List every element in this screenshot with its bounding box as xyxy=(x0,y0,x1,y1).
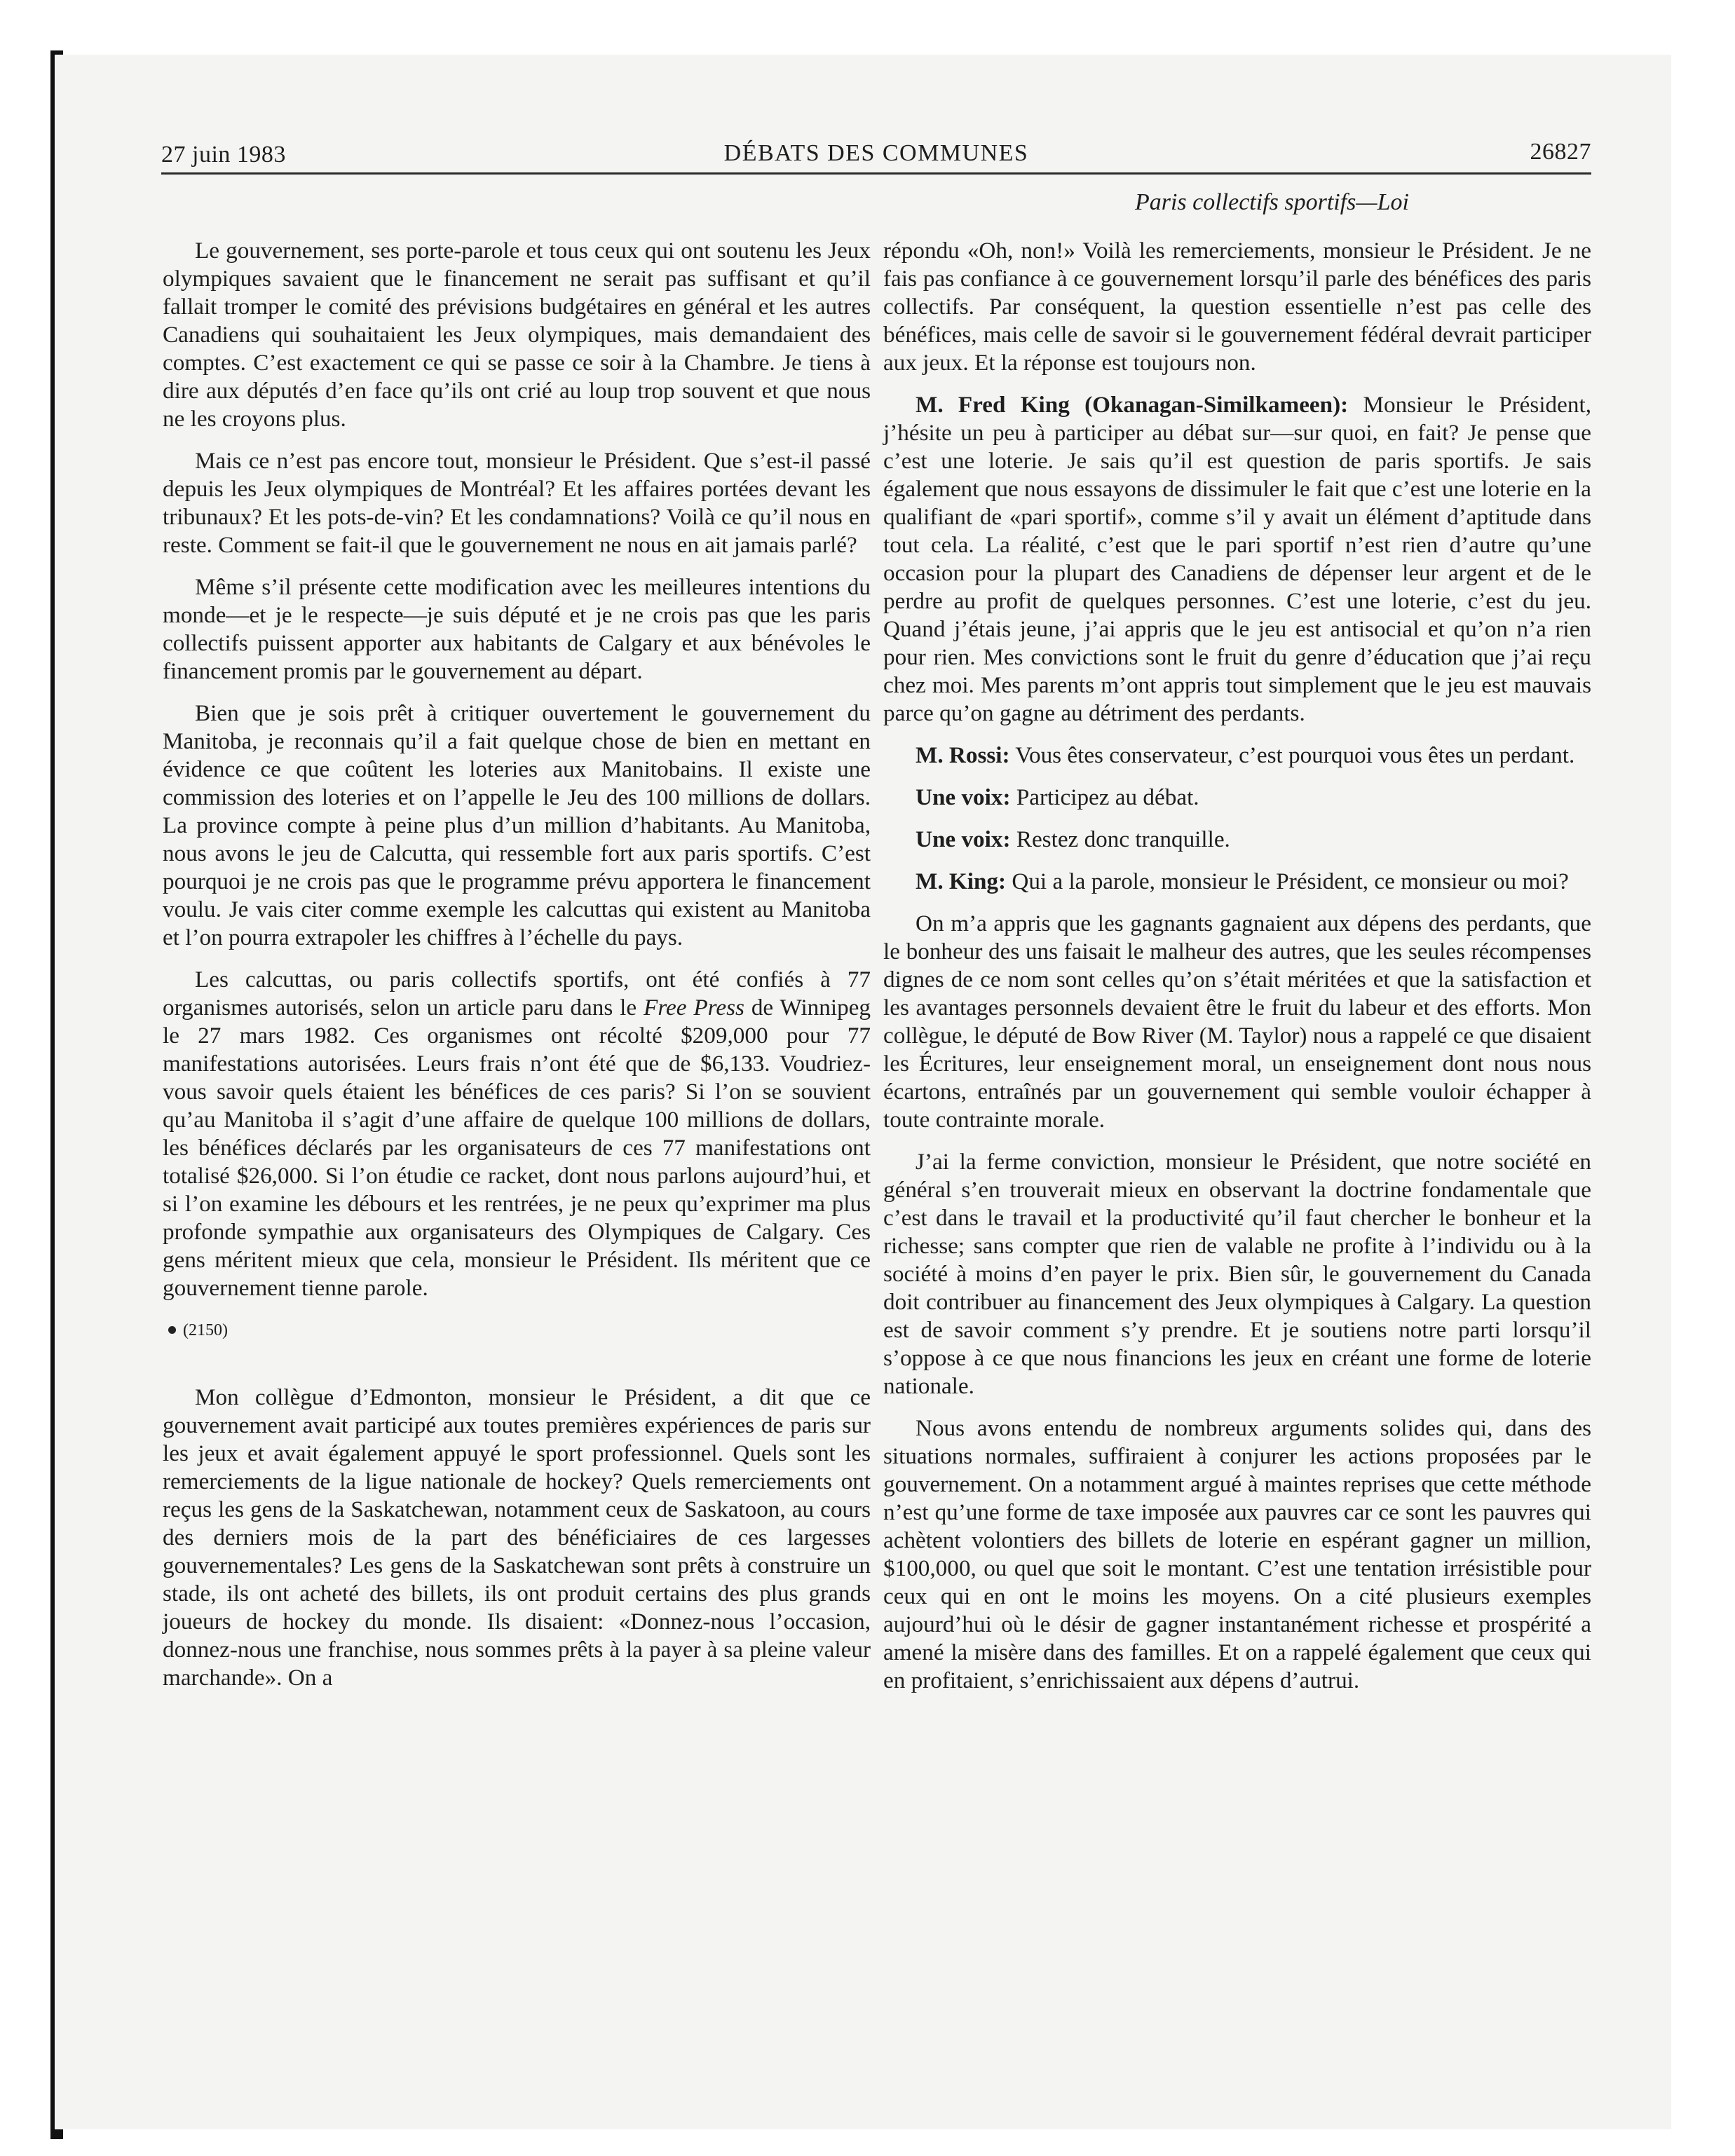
paragraph: Bien que je sois prêt à critiquer ouvertement le gouvernement du Manitoba, je reconnais qu’il a fait quelque chose de bien en mettant en évidence ce que coûtent les loteries aux Manitobains. Il existe une commission des loteries et on l’appelle le Jeu des 100 millions de dollars. La province compte à peine plus d’un million d’habitants. Au Manitoba, nous avons le jeu de Calcutta, qui ressemble fort aux paris sportifs. C’est pourquoi je ne crois pas que le programme prévu apportera le financement voulu. Je vais citer comme exemple les calcuttas qui existent au Manitoba et l’on pourra extrapoler les chiffres à l’échelle du pays. xyxy=(163,700,871,950)
speech-text: Monsieur le Président, j’hésite un peu à participer au débat sur—sur quoi, en fait? Je pense que c’est une loterie. Je sais qu’il est question de paris sportifs. Je sais également que nous essayons de dissimuler le fait que c’est une loterie en la qualifiant de «pari sportif», comme s’il y avait un élément d’aptitude dans tout cela. La réalité, c’est que le pari sportif n’est rien d’autre qu’une occasion pour la plupart des Canadiens de dépenser leur argent et de le perdre au profit de quelques personnes. C’est une loterie, c’est du jeu. Quand j’étais jeune, j’ai appris que le jeu est antisocial et qu’on n’a rien pour rien. Mes convictions sont le fruit du genre d’éducation que j’ai reçu chez moi. Mes parents m’ont appris tout simplement que le jeu est mauvais parce qu’on gagne au détriment des perdants. xyxy=(883,392,1591,726)
speech xyxy=(883,784,1591,812)
header-date: 27 juin 1983 xyxy=(161,142,286,168)
speaker-name: Une voix: xyxy=(916,826,1011,852)
running-subject: Paris collectifs sportifs—Loi xyxy=(1134,189,1409,215)
paragraph-text: Les calcuttas, ou paris collectifs sportifs, ont été confiés à 77 organismes autorisés, selon un article paru dans le xyxy=(163,967,871,1021)
right-column xyxy=(883,237,1591,1709)
speech-text: Restez donc tranquille. xyxy=(1010,826,1230,852)
left-column xyxy=(163,237,871,1706)
time-marker xyxy=(163,1316,871,1344)
speech xyxy=(883,742,1591,770)
paragraph: Nous avons entendu de nombreux arguments solides qui, dans des situations normales, suffiraient à conjurer les actions proposées par le gouvernement. On a notamment argué à maintes reprises que cette méthode n’est qu’une forme de taxe imposée aux pauvres car ce sont les pauvres qui achètent volontiers des billets de loterie en espérant gagner un million, $100,000, ou quel que soit le montant. C’est une tentation irrésistible pour ceux qui en ont le moins les moyens. On a cité plusieurs exemples aujourd’hui où le désir de gagner instantanément richesse et prospérité a amené la misère dans des familles. Et on a rappelé également que ceux qui en profitaient, s’enrichissaient aux dépens d’autrui. xyxy=(883,1415,1591,1693)
speech xyxy=(883,391,1591,728)
paragraph xyxy=(163,966,871,1302)
speaker-name: M. King: xyxy=(916,868,1007,894)
speech xyxy=(883,868,1591,896)
speaker-name: M. Rossi: xyxy=(916,742,1010,768)
header-title: DÉBATS DES COMMUNES xyxy=(723,140,1029,166)
speech-text: Qui a la parole, monsieur le Président, ce monsieur ou moi? xyxy=(1006,868,1569,894)
speech-text: Vous êtes conservateur, c’est pourquoi vous êtes un perdant. xyxy=(1009,742,1575,768)
paragraph: Mais ce n’est pas encore tout, monsieur le Président. Que s’est-il passé depuis les Jeux olympiques de Montréal? Et les affaires portées devant les tribunaux? Et les pots-de-vin? Et les condamnations? Voilà ce qu’il nous en reste. Comment se fait-il que le gouvernement ne nous en ait jamais parlé? xyxy=(163,448,871,558)
page-number: 26827 xyxy=(1530,139,1591,165)
header-rule xyxy=(161,172,1591,175)
speech-text: Participez au débat. xyxy=(1010,784,1199,810)
time-marker-label: (2150) xyxy=(183,1321,228,1339)
paragraph: Le gouvernement, ses porte-parole et tous ceux qui ont soutenu les Jeux olympiques savaient que le financement ne serait pas suffisant et qu’il fallait tromper le comité des prévisions budgétaires en général et les autres Canadiens qui souhaitaient les Jeux olympiques, mais demandaient des comptes. C’est exactement ce qui se passe ce soir à la Chambre. Je tiens à dire aux députés d’en face qu’ils ont crié au loup trop souvent et que nous ne les croyons plus. xyxy=(163,238,871,432)
page-header xyxy=(161,137,1591,177)
newspaper-title: Free Press xyxy=(644,995,744,1021)
paragraph: J’ai la ferme conviction, monsieur le Président, que notre société en général s’en trouverait mieux en observant la doctrine fondamentale que c’est dans le travail et la productivité qu’il faut chercher le bonheur et la richesse; sans compter que rien de valable ne profite à l’individu ou à la société à moins d’en payer le prix. Bien sûr, le gouvernement du Canada doit contribuer au financement des Jeux olympiques à Calgary. La question est de savoir comment s’y prendre. Et je soutiens notre parti lorsqu’il s’oppose à ce que nous financions les jeux en créant une forme de loterie nationale. xyxy=(883,1149,1591,1399)
paragraph: Même s’il présente cette modification avec les meilleures intentions du monde—et je le respecte—je suis député et je ne crois pas que les paris collectifs puissent apporter aux habitants de Calgary et aux bénévoles le financement promis par le gouvernement au départ. xyxy=(163,574,871,684)
paragraph: Mon collègue d’Edmonton, monsieur le Président, a dit que ce gouvernement avait participé aux toutes premières expériences de paris sur les jeux et avait également appuyé le sport professionnel. Quels sont les remerciements de la ligue nationale de hockey? Quels remerciements ont reçus les gens de la Saskatchewan, notamment ceux de Saskatoon, au cours des derniers mois de la part des bénéficiaires de ces largesses gouvernementales? Les gens de la Saskatchewan sont prêts à construire un stade, ils ont acheté des billets, ils ont produit certains des plus grands joueurs de hockey du monde. Ils disaient: «Donnez-nous l’occasion, donnez-nous une franchise, nous sommes prêts à la payer à sa pleine valeur marchande». On a xyxy=(163,1384,871,1691)
speaker-name: M. Fred King (Okanagan-Similkameen): xyxy=(916,392,1349,418)
paragraph: On m’a appris que les gagnants gagnaient aux dépens des perdants, que le bonheur des uns faisait le malheur des autres, que les seules récompenses dignes de ce nom sont celles qu’on s’était méritées et que la satisfaction et les avantages personnels devaient être le fruit du labeur et des efforts. Mon collègue, le député de Bow River (M. Taylor) nous a rappelé ce que disaient les Écritures, leur enseignement moral, un enseignement dont nous nous écartons, entraînés par un gouvernement qui semble vouloir échapper à toute contrainte morale. xyxy=(883,910,1591,1133)
paragraph: répondu «Oh, non!» Voilà les remerciements, monsieur le Président. Je ne fais pas confiance à ce gouvernement lorsqu’il parle des bénéfices des paris collectifs. Par conséquent, la question essentielle n’est pas celle des bénéfices, mais celle de savoir si le gouvernement fédéral devrait participer aux jeux. Et la réponse est toujours non. xyxy=(883,238,1591,376)
paragraph-text: de Winnipeg le 27 mars 1982. Ces organismes ont récolté $209,000 pour 77 manifestations autorisées. Leurs frais n’ont été que de $6,133. Voudriez-vous savoir quels étaient les bénéfices de ces paris? Si l’on se souvient qu’au Manitoba il s’agit d’une affaire de quelque 100 millions de dollars, les bénéfices déclarés par les organisateurs de ces 77 manifestations ont totalisé $26,000. Si l’on étudie ce racket, dont nous parlons aujourd’hui, et si l’on examine les débours et les rentrées, je ne peux qu’exprimer ma plus profonde sympathie aux organisateurs des Olympiques de Calgary. Ces gens méritent mieux que cela, monsieur le Président. Ils méritent que ce gouvernement tienne parole. xyxy=(163,995,871,1301)
speaker-name: Une voix: xyxy=(916,784,1011,810)
bullet-icon xyxy=(168,1326,176,1334)
speech xyxy=(883,826,1591,854)
